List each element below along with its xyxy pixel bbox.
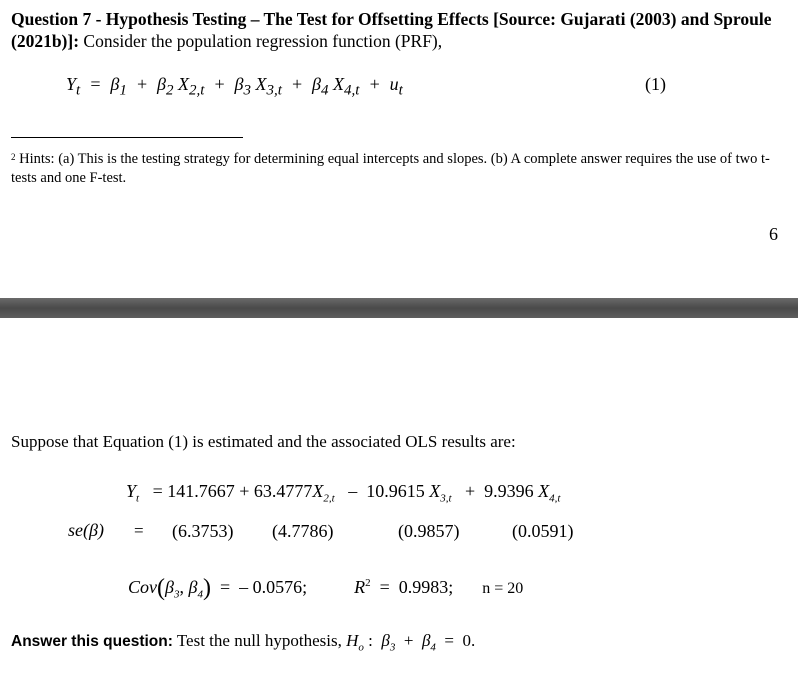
answer-prompt: Answer this question: Test the null hypothesis, $H_o$ : $\beta_3 + \beta_4 = 0$. <box>11 631 476 654</box>
equation-number: (1) <box>645 74 666 94</box>
footnote <box>11 150 781 188</box>
footnote-text: Hints: (a) This is the testing strategy for determining equal intercepts and slopes. (b) A complete answer requires the use of two t-tests and one F-test. <box>11 151 770 186</box>
prf-equation: $Y_t = \beta_1 + \beta_2$ $X_{2,t} + \beta_3$ $X_{3,t} + \beta_4$ $X_{4,t} + u_t$ <box>66 74 403 99</box>
footnote-rule <box>11 137 243 138</box>
se-label: se(β) <box>68 520 104 540</box>
page-separator <box>0 298 798 318</box>
se-b4: (0.0591) <box>512 521 574 541</box>
b3-value: 10.9615 <box>366 481 425 501</box>
question-heading-rest: Consider the population regression function (PRF), <box>83 31 443 51</box>
estimated-equation: $Y_t = 141.7667 + 63.4777X_{2,t} - 10.9615$ $X_{3,t} + 9.9396$ $X_{4,t}$ <box>126 481 561 505</box>
covariance-line: $Cov(\beta_3$, $\beta_4$) = – 0.0576; $R^2 = 0.9983$; n = 20 <box>128 575 524 601</box>
footnote-marker: 2 <box>11 152 16 162</box>
estimation-intro: Suppose that Equation (1) is estimated and the associated OLS results are: <box>11 432 516 451</box>
intercept-value: 141.7667 <box>167 481 235 501</box>
cov-value: – 0.0576 <box>239 577 303 597</box>
r2-value: 0.9983 <box>398 577 449 597</box>
b2-value: 63.4777 <box>253 481 313 501</box>
page-number: 6 <box>769 224 778 244</box>
se-intercept: (6.3753) <box>172 521 234 541</box>
se-equals: = <box>134 521 144 540</box>
se-b3: (0.9857) <box>398 521 460 541</box>
question-heading-full <box>11 8 791 52</box>
sample-size: n = 20 <box>482 580 524 597</box>
question-heading-bold: Question 7 - Hypothesis Testing – The Test for Offsetting Effects [Source: Gujarati (2003) and Sproule (2021b)]: <box>11 9 772 51</box>
answer-label: Answer this question: <box>11 633 173 650</box>
b4-value: 9.9396 <box>484 481 534 501</box>
se-b2: (4.7786) <box>272 521 334 541</box>
